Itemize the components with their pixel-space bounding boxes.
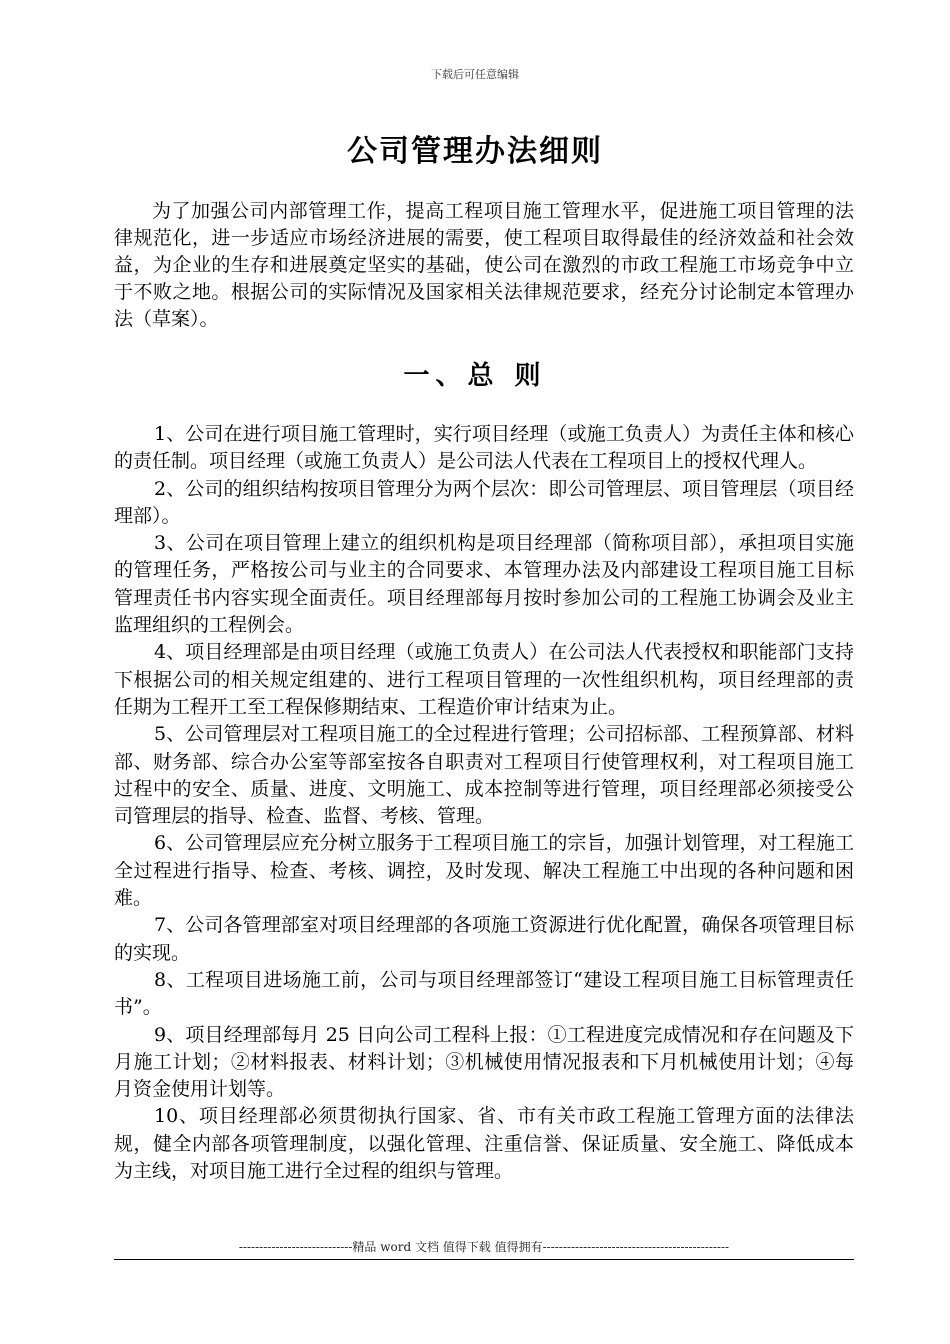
intro-paragraph: 为了加强公司内部管理工作，提高工程项目施工管理水平，促进施工项目管理的法律规范化，进一步适应市场经济进展的需要，使工程项目取得最佳的经济效益和社会效益，为企业的生存和进展奠定坚实的基础，使公司在激烈的市政工程施工市场竞争中立于不败之地。根据公司的实际情况及国家相关法律规范要求，经充分讨论制定本管理办法（草案）。 [114,200,854,330]
section-heading: 一、总 则 [403,361,547,391]
clause-3: 3、公司在项目管理上建立的组织机构是项目经理部（简称项目部），承担项目实施的管理任务，严格按公司与业主的合同要求、本管理办法及内部建设工程项目施工目标管理责任书内容实现全面责任。项目经理部每月按时参加公司的工程施工协调会及业主监理组织的工程例会。 [114,532,854,637]
clause-1: 1、公司在进行项目施工管理时，实行项目经理（或施工负责人）为责任主体和核心的责任制。项目经理（或施工负责人）是公司法人代表在工程项目上的授权代理人。 [114,423,854,473]
clause-4: 4、项目经理部是由项目经理（或施工负责人）在公司法人代表授权和职能部门支持下根据公司的相关规定组建的、进行工程项目管理的一次性组织机构，项目经理部的责任期为工程开工至工程保修期结束、工程造价审计结束为止。 [114,641,854,718]
clause-8: 8、工程项目进场施工前，公司与项目经理部签订“建设工程项目施工目标管理责任书”。 [114,968,854,1019]
clause-5: 5、公司管理层对工程项目施工的全过程进行管理；公司招标部、工程预算部、材料部、财务部、综合办公室等部室按各自职责对工程项目行使管理权利，对工程项目施工过程中的安全、质量、进度、文明施工、成本控制等进行管理，项目经理部必须接受公司管理层的指导、检查、监督、考核、管理。 [114,723,854,828]
clause-9: 9、项目经理部每月 25 日向公司工程科上报：①工程进度完成情况和存在问题及下月施工计划；②材料报表、材料计划；③机械使用情况报表和下月机械使用计划；④每月资金使用计划等。 [114,1023,854,1101]
clause-list [114,421,854,1185]
clause-7: 7、公司各管理部室对项目经理部的各项施工资源进行优化配置，确保各项管理目标的实现。 [114,914,854,964]
clause-2: 2、公司的组织结构按项目管理分为两个层次：即公司管理层、项目管理层（项目经理部）。 [114,477,854,527]
footer-text: ----------------------------精品 word 文档 值得下载 值得拥有---------------------------------------------- [238,1240,730,1254]
clause-10: 10、项目经理部必须贯彻执行国家、省、市有关市政工程施工管理方面的法律法规，健全内部各项管理制度，以强化管理、注重信誉、保证质量、安全施工、降低成本为主线，对项目施工进行全过程的组织与管理。 [114,1105,854,1183]
document-title: 公司管理办法细则 [347,134,603,169]
footer-divider [114,1259,854,1260]
header-note: 下载后可任意编辑 [431,68,519,81]
page-footer [114,1238,854,1260]
clause-6: 6、公司管理层应充分树立服务于工程项目施工的宗旨，加强计划管理，对工程施工全过程进行指导、检查、考核、调控，及时发现、解决工程施工中出现的各种问题和困难。 [114,832,854,910]
